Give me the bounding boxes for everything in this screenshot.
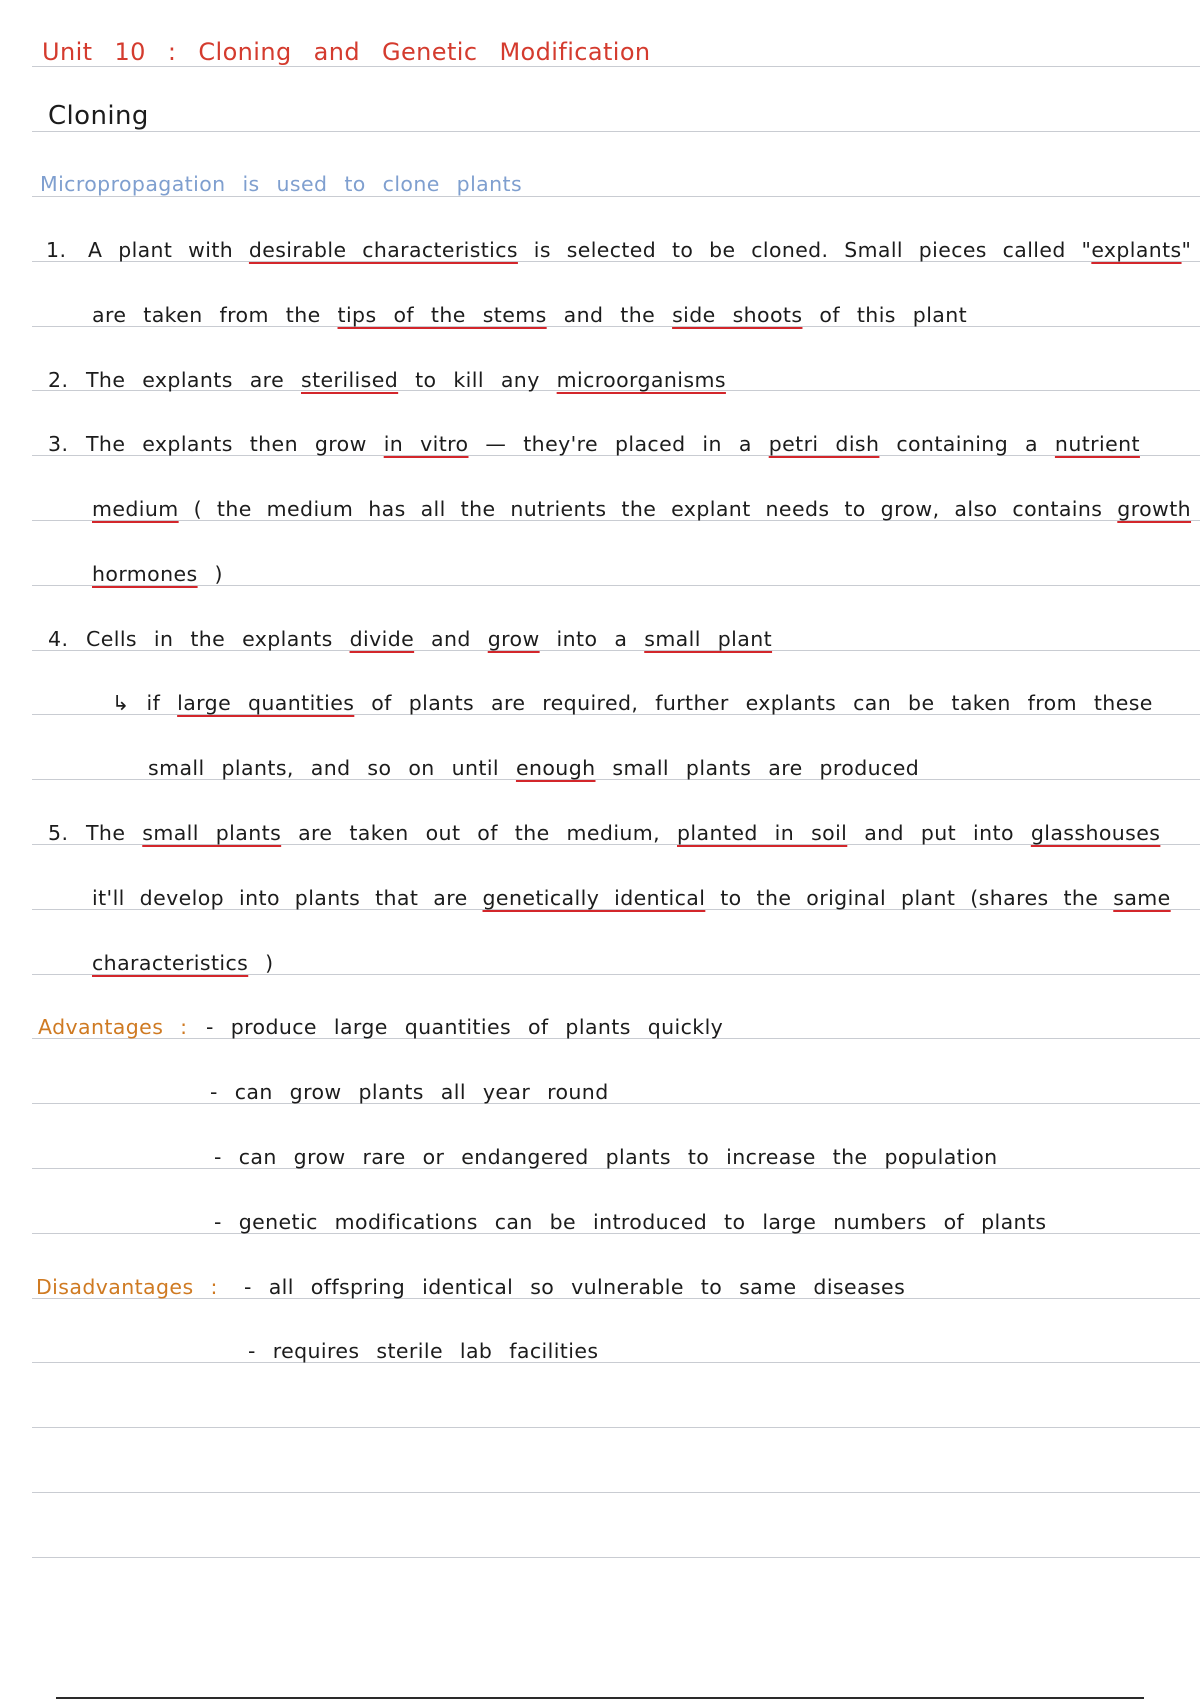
underlined-term: planted in soil [677,821,848,845]
underlined-term: large quantities [177,691,355,715]
step-number: 2. [48,368,69,392]
note-text: of plants are required, further explants can be taken from these [354,691,1153,715]
step-1-line-2 [92,303,967,327]
step-3-line-2 [92,497,1191,521]
note-text: is selected to be cloned. Small pieces called " [517,238,1092,262]
note-text: small plants are produced [595,756,920,780]
ruled-line [32,1427,1200,1428]
section-heading: Cloning [48,101,149,131]
underlined-term: characteristics [92,951,249,975]
note-text: and the [546,303,673,327]
note-text: " [1181,238,1192,262]
note-text: containing a [879,432,1055,456]
note-text: ) [248,951,274,975]
underlined-term: small plant [644,627,773,651]
step-number: 3. [48,432,69,456]
step-2-line-1 [86,368,726,392]
step-3-line-3 [92,562,223,586]
step-4-subpoint-line-2 [148,756,919,780]
step-number: 1. [46,238,67,262]
underlined-term: divide [349,627,415,651]
ruled-line [32,1492,1200,1493]
underlined-term: glasshouses [1030,821,1161,845]
advantage-item: - can grow plants all year round [210,1080,609,1104]
note-text: into a [539,627,645,651]
step-5-line-2 [92,886,1171,910]
ruled-line [32,196,1200,197]
note-text: Cells in the explants [86,627,350,651]
underlined-term: hormones [92,562,198,586]
underlined-term: microorganisms [556,368,726,392]
note-text: The explants are [86,368,301,392]
note-text: it'll develop into plants that are [92,886,483,910]
step-4-line-1 [86,627,772,651]
step-number: 5. [48,821,69,845]
note-text: are taken from the [92,303,338,327]
note-text: are taken out of the medium, [281,821,678,845]
note-text: and [414,627,488,651]
disadvantages-label: Disadvantages : [36,1275,218,1299]
disadvantage-item: - all offspring identical so vulnerable to same diseases [244,1275,906,1299]
note-text: A plant with [88,238,249,262]
note-text: small plants, and so on until [148,756,516,780]
subheading: Micropropagation is used to clone plants [40,172,523,196]
step-5-line-3 [92,951,274,975]
underlined-term: tips of the stems [337,303,547,327]
step-1-line-1 [88,238,1191,262]
underlined-term: small plants [142,821,282,845]
step-5-line-1 [86,821,1160,845]
step-4-subpoint-line-1 [112,691,1153,715]
advantage-item: - can grow rare or endangered plants to increase the population [214,1145,998,1169]
page-title: Unit 10 : Cloning and Genetic Modification [42,38,651,66]
note-text: and put into [847,821,1031,845]
underlined-term: in vitro [383,432,469,456]
ruled-line [32,131,1200,132]
note-text: to kill any [398,368,557,392]
note-text: ↳ if [112,691,178,715]
underlined-term: genetically identical [482,886,706,910]
underlined-term: enough [515,756,596,780]
underlined-term: medium [92,497,179,521]
underlined-term: same [1113,886,1171,910]
note-text: ( the medium has all the nutrients the explant needs to grow, also contains [178,497,1118,521]
advantage-item: - produce large quantities of plants quickly [206,1015,724,1039]
note-text: to the original plant (shares the [705,886,1114,910]
note-text: The explants then grow [86,432,384,456]
ruled-line [32,1557,1200,1558]
ruled-line [32,66,1200,67]
step-number: 4. [48,627,69,651]
note-text: The [86,821,143,845]
ruled-line [32,1362,1200,1363]
note-text: ) [197,562,223,586]
underlined-term: sterilised [301,368,399,392]
underlined-term: explants [1091,238,1182,262]
ruled-line [32,1103,1200,1104]
underlined-term: desirable characteristics [248,238,518,262]
page-bottom-border [56,1697,1144,1699]
underlined-term: petri dish [768,432,880,456]
underlined-term: growth [1117,497,1192,521]
underlined-term: side shoots [672,303,803,327]
disadvantage-item: - requires sterile lab facilities [248,1339,599,1363]
underlined-term: grow [487,627,540,651]
note-text: — they're placed in a [468,432,769,456]
note-text: of this plant [802,303,968,327]
underlined-term: nutrient [1054,432,1140,456]
advantage-item: - genetic modifications can be introduced to large numbers of plants [214,1210,1047,1234]
advantages-label: Advantages : [38,1015,188,1039]
step-3-line-1 [86,432,1140,456]
